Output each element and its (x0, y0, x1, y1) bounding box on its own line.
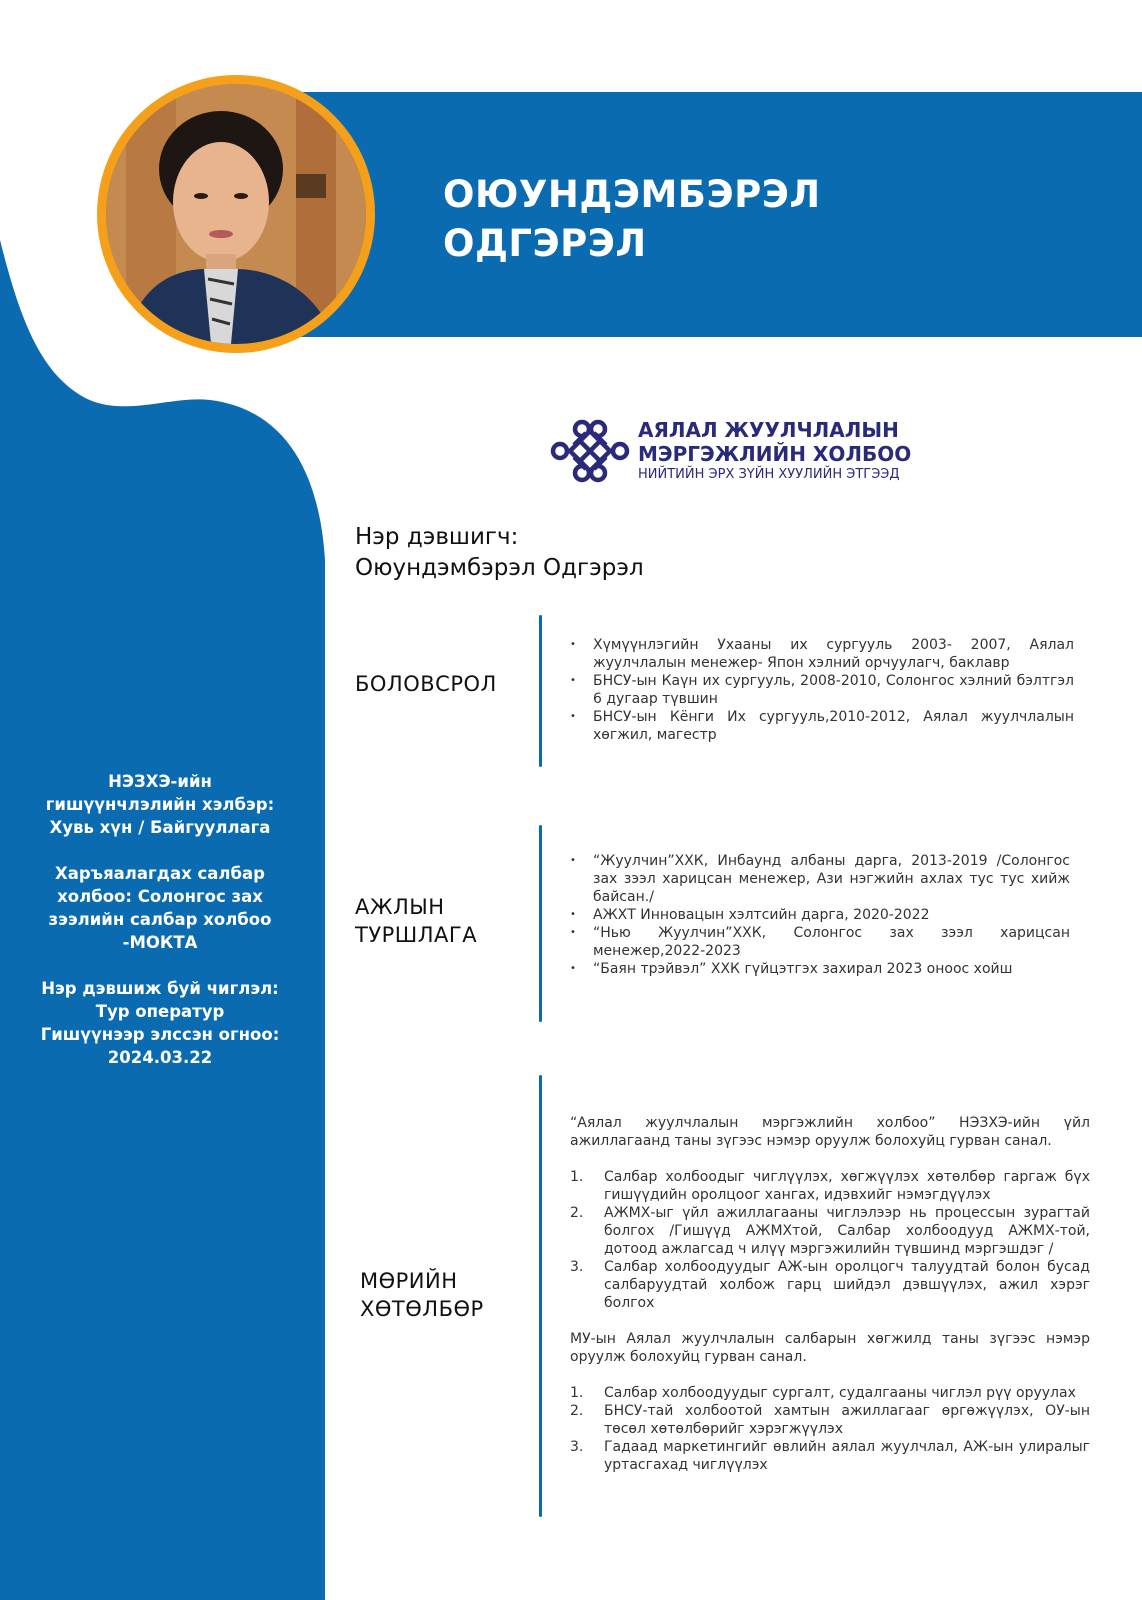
education-item: • БНСУ-ын Каүн их сургууль, 2008-2010, Солонгос хэлний бэлтгэл 6 дугаар түвшин (570, 672, 1074, 708)
program-title-line1: МӨРИЙН (360, 1269, 458, 1293)
program-intro-sector: МУ-ын Аялал жуулчлалын салбарын хөгжилд таны зүгээс нэмэр оруулж болохуйц гурван санал. (570, 1331, 1090, 1365)
item-number: 3. (570, 1439, 584, 1455)
endless-knot-icon (550, 419, 630, 483)
program-content (570, 1114, 1090, 1474)
item-number: 1. (570, 1169, 584, 1185)
program-title (360, 1267, 484, 1323)
experience-divider (539, 825, 542, 1022)
program-list-association (570, 1168, 1090, 1312)
program-item (570, 1204, 1090, 1258)
nominee-name: Оюундэмбэрэл Одгэрэл (355, 555, 644, 581)
education-item: • БНСУ-ын Кёнги Их сургууль,2010-2012, Аялал жуулчлалын хөгжил, магестр (570, 708, 1074, 744)
experience-item: • “Баян трэйвэл” ХХК гүйцэтгэх захирал 2023 оноос хойш (570, 960, 1070, 978)
education-content (570, 636, 1074, 744)
experience-item: • “Нью Жуулчин”ХХК, Солонгос зах зээл харицсан менежер,2022-2023 (570, 924, 1070, 960)
hero-name (443, 170, 821, 268)
education-title: БОЛОВСРОЛ (355, 672, 497, 696)
program-intro-association: “Аялал жуулчлалын мэргэжлийн холбоо” НЭЗХЭ-ийн үйл ажиллагаанд таны зүгээс нэмэр оруулж болохуйц гурван санал. (570, 1115, 1090, 1149)
item-number: 1. (570, 1385, 584, 1401)
item-text: Гадаад маркетингийг өвлийн аялал жуулчлал, АЖ-ын улиралыг уртасгахад чиглүүлэх (604, 1439, 1090, 1473)
logo-title-line1: АЯЛАЛ ЖУУЛЧЛАЛЫН (638, 418, 899, 442)
item-number: 3. (570, 1259, 584, 1275)
education-list (570, 636, 1074, 744)
item-text: Салбар холбоодуудыг АЖ-ын оролцогч талуудтай болон бусад салбаруудтай холбож гарц шийдэл дэвшүүлэх, ажил хэрэг болгох (604, 1259, 1090, 1311)
hero-name-first: ОЮУНДЭМБЭРЭЛ (443, 173, 821, 216)
item-text: БНСУ-тай холбоотой хамтын ажиллагааг өргөжүүлэх, ОУ-ын төсөл хөтөлбөрийг хэрэгжүүлэх (604, 1403, 1090, 1437)
experience-content (570, 852, 1070, 978)
program-item (570, 1384, 1090, 1402)
logo-title-line2: МЭРГЭЖЛИЙН ХОЛБОО (638, 442, 912, 466)
experience-item: • “Жуулчин”ХХК, Инбаунд албаны дарга, 2013-2019 /Солонгос зах зээл харицсан менежер, Ази нэгжийн ахлах тус тус хийж байсан./ (570, 852, 1070, 906)
program-item (570, 1402, 1090, 1438)
branch-association: Харъяалагдах салбар холбоо: Солонгос зах зээлийн салбар холбоо -МОКТА (48, 864, 272, 952)
experience-title-line2: ТУРШЛАГА (355, 923, 478, 947)
education-item: • Хүмүүнлэгийн Ухааны их сургууль 2003- 2007, Аялал жуулчлалын менежер- Япон хэлний орчуулагч, баклавр (570, 636, 1074, 672)
item-text: Салбар холбоодуудыг сургалт, судалгааны чиглэл рүү оруулах (604, 1385, 1076, 1401)
organization-logo (550, 418, 911, 484)
program-item (570, 1168, 1090, 1204)
nominee-block (355, 522, 644, 584)
education-divider (539, 615, 542, 767)
portrait-illustration (106, 84, 366, 344)
candidate-photo (106, 84, 366, 344)
nominee-label: Нэр дэвшигч: (355, 524, 519, 550)
item-number: 2. (570, 1205, 584, 1221)
experience-title (355, 893, 477, 949)
program-list-sector (570, 1384, 1090, 1474)
item-text: Салбар холбоодыг чиглүүлэх, хөгжүүлэх хөтөлбөр гаргаж бүх гишүүдийн оролцоог хангах, идэвхийг нэмэгдүүлэх (604, 1169, 1090, 1203)
program-divider (539, 1075, 542, 1517)
item-text: АЖМХ-ыг үйл ажиллагааны чиглэлээр нь процессын зурагтай болгох /Гишүүд АЖМХтой, Салбар холбоодууд АЖМХ-той, дотоод ажлагсад ч илүү мэргэжилийн түвшинд мэргэшдэг / (604, 1205, 1090, 1257)
logo-subtitle: НИЙТИЙН ЭРХ ЗҮЙН ХУУЛИЙН ЭТГЭЭД (638, 467, 900, 482)
sidebar-info (40, 770, 280, 1069)
hero-name-last: ОДГЭРЭЛ (443, 222, 647, 265)
item-number: 2. (570, 1403, 584, 1419)
membership-type: НЭЗХЭ-ийн гишүүнчлэлийн хэлбэр: Хувь хүн / Байгууллага (45, 772, 275, 837)
experience-title-line1: АЖЛЫН (355, 895, 445, 919)
experience-item: • АЖХТ Инновацын хэлтсийн дарга, 2020-2022 (570, 906, 1070, 924)
join-date: Гишүүнээр элссэн огноо: 2024.03.22 (40, 1025, 280, 1067)
nomination-direction: Нэр дэвшиж буй чиглэл: Тур оператур (41, 979, 279, 1021)
experience-list (570, 852, 1070, 978)
program-item (570, 1438, 1090, 1474)
portrait-frame (97, 75, 375, 353)
program-title-line2: ХӨТӨЛБӨР (360, 1297, 484, 1321)
program-item (570, 1258, 1090, 1312)
